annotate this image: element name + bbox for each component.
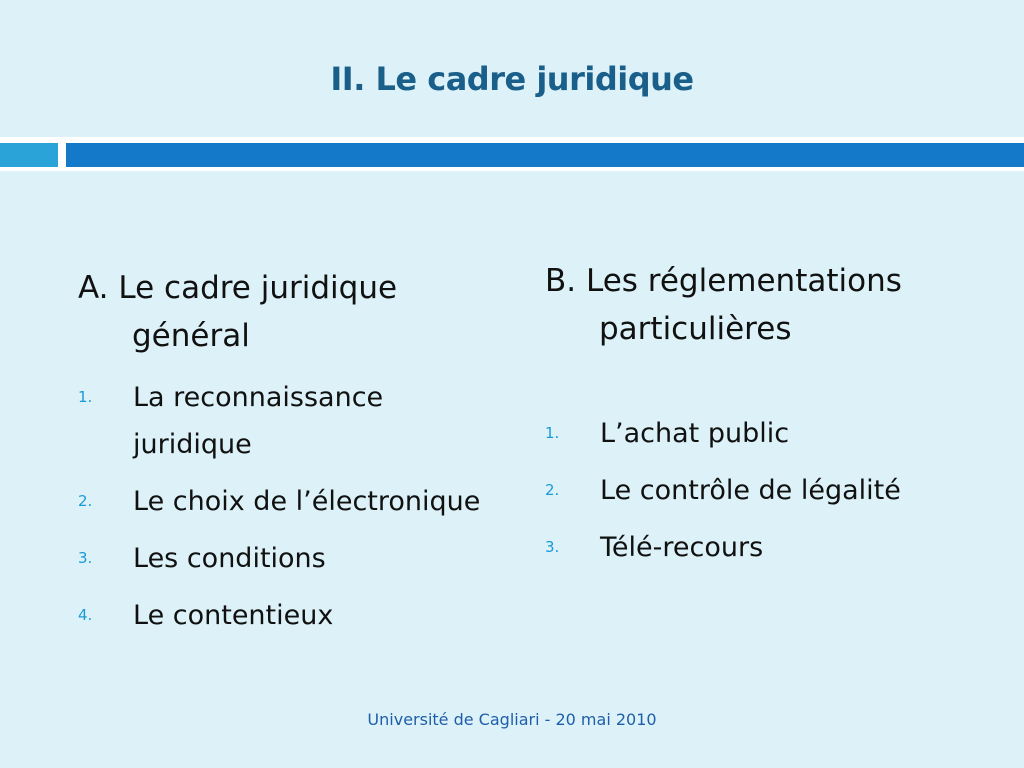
list-item <box>545 524 1005 571</box>
list-item <box>78 478 498 525</box>
list-item-text: Le contentieux <box>133 600 334 631</box>
list-item <box>78 374 498 468</box>
list-item-text: L’achat public <box>600 418 790 449</box>
list-item <box>78 535 498 582</box>
list-item-text: Télé-recours <box>600 532 764 563</box>
list-item-text: Les conditions <box>133 543 326 574</box>
list-number: 4. <box>78 606 93 624</box>
list-number: 3. <box>545 538 560 556</box>
slide-title: II. Le cadre juridique <box>330 60 694 98</box>
column-general-framework <box>78 264 498 649</box>
list-item <box>545 467 1005 514</box>
list-item <box>545 410 1005 457</box>
slide-footer: Université de Cagliari - 20 mai 2010 <box>367 710 657 729</box>
list-number: 1. <box>78 388 93 406</box>
list-item-text: Le contrôle de légalité <box>600 475 901 506</box>
list-number: 2. <box>78 492 93 510</box>
column-a-heading: A. Le cadre juridique général <box>78 270 398 354</box>
divider-accent-light <box>0 143 58 167</box>
list-item-text: La reconnaissance juridique <box>133 382 384 460</box>
list-item <box>78 592 498 639</box>
divider-accent-dark <box>66 143 1024 167</box>
list-number: 1. <box>545 424 560 442</box>
column-specific-regulations <box>545 257 1005 581</box>
list-number: 2. <box>545 481 560 499</box>
list-number: 3. <box>78 549 93 567</box>
column-b-heading: B. Les réglementations particulières <box>545 263 902 347</box>
list-item-text: Le choix de l’électronique <box>133 486 481 517</box>
